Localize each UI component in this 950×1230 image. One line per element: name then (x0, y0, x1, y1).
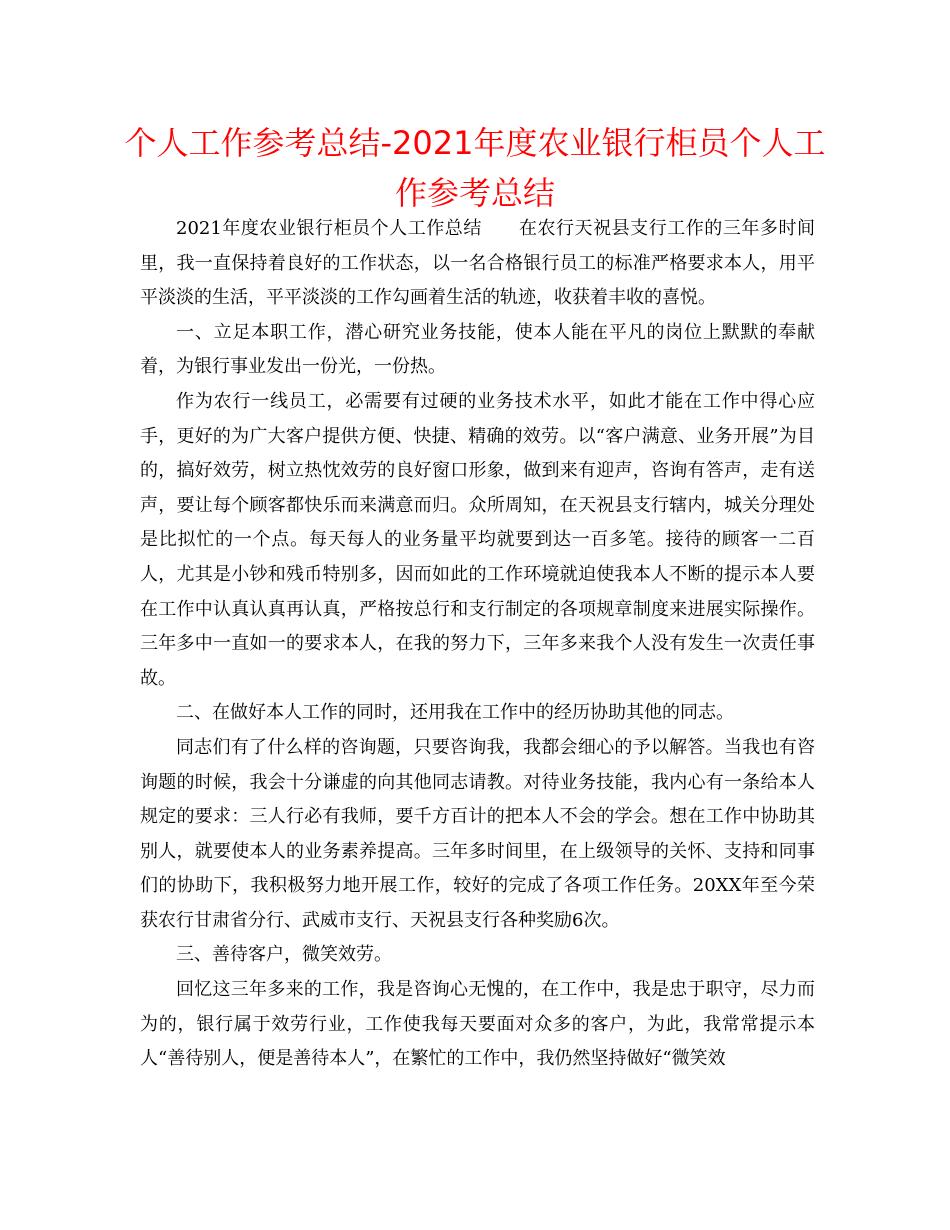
paragraph-helping-colleagues: 同志们有了什么样的咨询题，只要咨询我，我都会细心的予以解答。当我也有咨询题的时候，我会十分谦虚的向其他同志请教。对待业务技能，我内心有一条给本人规定的要求：三人行必有我师，要千方百计的把本人不会的学会。想在工作中协助其别人，就要使本人的业务素养提高。三年多时间里，在上级领导的关怀、支持和同事们的协助下，我积极努力地开展工作，较好的完成了各项工作任务。20XX年至今荣获农行甘肃省分行、武威市支行、天祝县支行各种奖励6次。 (140, 736, 815, 931)
paragraph-section-one-heading: 一、立足本职工作，潜心研究业务技能，使本人能在平凡的岗位上默默的奉献着，为银行事业发出一份光，一份热。 (140, 321, 815, 378)
paragraph-intro: 2021年度农业银行柜员个人工作总结 在农行天祝县支行工作的三年多时间里，我一直保持着良好的工作状态，以一名合格银行员工的标准严格要求本人，用平平淡淡的生活，平平淡淡的工作勾画着生活的轨迹，收获着丰收的喜悦。 (140, 218, 815, 309)
paragraph-section-two-heading: 二、在做好本人工作的同时，还用我在工作中的经历协助其他的同志。 (176, 702, 734, 724)
document-title: 个人工作参考总结-2021年度农业银行柜员个人工作参考总结 (124, 124, 826, 212)
paragraph-section-three-heading: 三、善待客户，微笑效劳。 (176, 944, 392, 966)
document-body (140, 212, 815, 1077)
paragraph-service-quality: 作为农行一线员工，必需要有过硬的业务技术水平，如此才能在工作中得心应手，更好的为广大客户提供方便、快捷、精确的效劳。以“客户满意、业务开展”为目的，搞好效劳，树立热忱效劳的良好窗口形象，做到来有迎声，咨询有答声，走有送声，要让每个顾客都快乐而来满意而归。众所周知，在天祝县支行辖内，城关分理处是比拟忙的一个点。每天每人的业务量平均就要到达一百多笔。接待的顾客一二百人，尤其是小钞和残币特别多，因而如此的工作环境就迫使我本人不断的提示本人要在工作中认真认真再认真，严格按总行和支行制定的各项规章制度来进展实际操作。三年多中一直如一的要求本人，在我的努力下，三年多来我个人没有发生一次责任事故。 (140, 390, 815, 689)
paragraph-customer-service: 回忆这三年多来的工作，我是咨询心无愧的，在工作中，我是忠于职守，尽力而为的，银行属于效劳行业，工作使我每天要面对众多的客户，为此，我常常提示本人“善待别人，便是善待本人”，在繁忙的工作中，我仍然坚持做好“微笑效 (140, 979, 815, 1070)
